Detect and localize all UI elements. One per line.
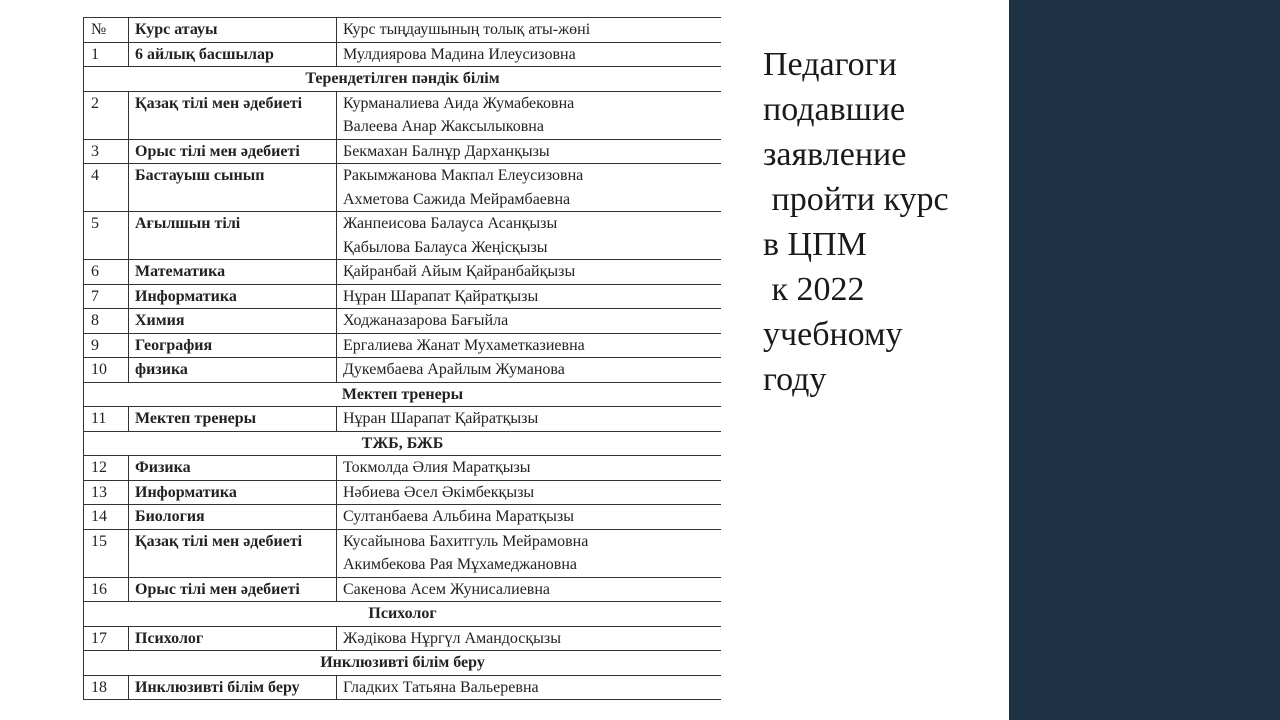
table-row (84, 505, 722, 530)
side-title-line: к 2022 (763, 271, 865, 308)
row-number: 5 (84, 212, 129, 260)
row-number: 1 (84, 42, 129, 67)
course-name: Ағылшын тілі (129, 212, 337, 260)
course-name: Информатика (129, 284, 337, 309)
table-row (84, 456, 722, 481)
side-title-line: заявление (763, 136, 907, 173)
table-row (84, 212, 722, 260)
table-header-row (84, 18, 722, 43)
course-name: Қазақ тілі мен әдебиеті (129, 529, 337, 577)
section-row (84, 67, 722, 92)
header-course: Курс атауы (129, 18, 337, 43)
table-row (84, 407, 722, 432)
course-name: Математика (129, 260, 337, 285)
row-number: 16 (84, 577, 129, 602)
listener-name: Қайранбай Айым Қайранбайқызы (343, 263, 576, 280)
listener-names (337, 529, 722, 577)
row-number: 15 (84, 529, 129, 577)
listener-name: Мулдиярова Мадина Илеусизовна (343, 45, 576, 63)
listener-names (337, 42, 722, 67)
table-row (84, 309, 722, 334)
course-name: 6 айлық басшылар (129, 42, 337, 67)
dark-side-panel (1009, 0, 1280, 720)
listener-name: Нұран Шарапат Қайратқызы (343, 410, 539, 427)
section-row (84, 382, 722, 407)
section-title: ТЖБ, БЖБ (84, 431, 722, 456)
listener-name: Кусайынова Бахитгуль Мейрамовна (343, 532, 589, 550)
course-name: Орыс тілі мен әдебиеті (129, 577, 337, 602)
table-row (84, 284, 722, 309)
listener-name: Нәбиева Әсел Әкімбекқызы (343, 483, 535, 501)
listener-name: Валеева Анар Жаксылыковна (343, 118, 544, 135)
listener-name: Султанбаева Альбина Маратқызы (343, 508, 574, 525)
header-num: № (84, 18, 129, 43)
listener-name: Қабылова Балауса Жеңісқызы (343, 238, 548, 256)
course-name: География (129, 333, 337, 358)
side-title-line: в ЦПМ (763, 226, 867, 263)
row-number: 4 (84, 164, 129, 212)
side-title-line: Педагоги (763, 46, 897, 83)
listener-name: Ходжаназарова Бағыйла (343, 312, 509, 329)
row-number: 9 (84, 333, 129, 358)
table-row (84, 577, 722, 602)
row-number: 17 (84, 626, 129, 651)
section-row (84, 431, 722, 456)
listener-name: Ергалиева Жанат Мухаметказиевна (343, 336, 585, 354)
listener-names (337, 577, 722, 602)
row-number: 18 (84, 675, 129, 700)
section-row (84, 651, 722, 676)
table-body (84, 42, 722, 700)
listener-names (337, 284, 722, 309)
listener-name: Токмолда Әлия Маратқызы (343, 459, 531, 476)
side-title-line: году (763, 361, 827, 398)
table-row (84, 358, 722, 383)
table-row (84, 260, 722, 285)
side-title-line: подавшие (763, 91, 906, 128)
row-number: 14 (84, 505, 129, 530)
row-number: 6 (84, 260, 129, 285)
row-number: 8 (84, 309, 129, 334)
listener-names (337, 91, 722, 139)
listener-name: Жәдікова Нұргүл Амандосқызы (343, 629, 561, 647)
listener-name: Гладких Татьяна Вальеревна (343, 678, 539, 696)
course-table (83, 17, 721, 700)
course-name: Физика (129, 456, 337, 481)
course-name: физика (129, 358, 337, 383)
listener-name: Курманалиева Аида Жумабековна (343, 94, 575, 112)
listener-names (337, 675, 722, 700)
header-name: Курс тыңдаушының толық аты-жөні (337, 18, 722, 43)
listener-names (337, 333, 722, 358)
section-title: Психолог (84, 602, 722, 627)
row-number: 2 (84, 91, 129, 139)
table-row (84, 529, 722, 577)
side-title-line: пройти курс (763, 181, 949, 218)
listener-names (337, 139, 722, 164)
listener-name: Дукембаева Арайлым Жуманова (343, 361, 565, 378)
table-row (84, 626, 722, 651)
section-title: Мектеп тренеры (84, 382, 722, 407)
side-title-line: учебному (763, 316, 903, 353)
listener-name: Нұран Шарапат Қайратқызы (343, 287, 539, 305)
listener-names (337, 260, 722, 285)
listener-name: Сакенова Асем Жунисалиевна (343, 580, 551, 598)
course-name: Биология (129, 505, 337, 530)
course-name: Инклюзивті білім беру (129, 675, 337, 700)
row-number: 11 (84, 407, 129, 432)
table-row (84, 675, 722, 700)
listener-name: Ракымжанова Макпал Елеусизовна (343, 167, 584, 184)
table-row (84, 91, 722, 139)
table-row (84, 480, 722, 505)
listener-names (337, 358, 722, 383)
section-title: Терендетілген пәндік білім (84, 67, 722, 92)
listener-names (337, 212, 722, 260)
course-name: Орыс тілі мен әдебиеті (129, 139, 337, 164)
row-number: 3 (84, 139, 129, 164)
course-name: Қазақ тілі мен әдебиеті (129, 91, 337, 139)
listener-names (337, 505, 722, 530)
table-row (84, 139, 722, 164)
section-row (84, 602, 722, 627)
table-row (84, 333, 722, 358)
listener-name: Акимбекова Рая Мұхамеджановна (343, 556, 578, 573)
table-row (84, 42, 722, 67)
listener-name: Бекмахан Балнұр Дарханқызы (343, 142, 550, 160)
listener-names (337, 407, 722, 432)
listener-names (337, 456, 722, 481)
course-name: Психолог (129, 626, 337, 651)
listener-names (337, 309, 722, 334)
row-number: 12 (84, 456, 129, 481)
course-name: Химия (129, 309, 337, 334)
course-name: Бастауыш сынып (129, 164, 337, 212)
course-name: Информатика (129, 480, 337, 505)
listener-names (337, 164, 722, 212)
section-title: Инклюзивті білім беру (84, 651, 722, 676)
row-number: 13 (84, 480, 129, 505)
listener-names (337, 480, 722, 505)
listener-name: Жанпеисова Балауса Асанқызы (343, 215, 558, 232)
listener-names (337, 626, 722, 651)
row-number: 10 (84, 358, 129, 383)
side-title (763, 42, 1003, 402)
course-name: Мектеп тренеры (129, 407, 337, 432)
table-row (84, 164, 722, 212)
row-number: 7 (84, 284, 129, 309)
listener-name: Ахметова Сажида Мейрамбаевна (343, 190, 571, 208)
course-table-container (83, 17, 721, 720)
